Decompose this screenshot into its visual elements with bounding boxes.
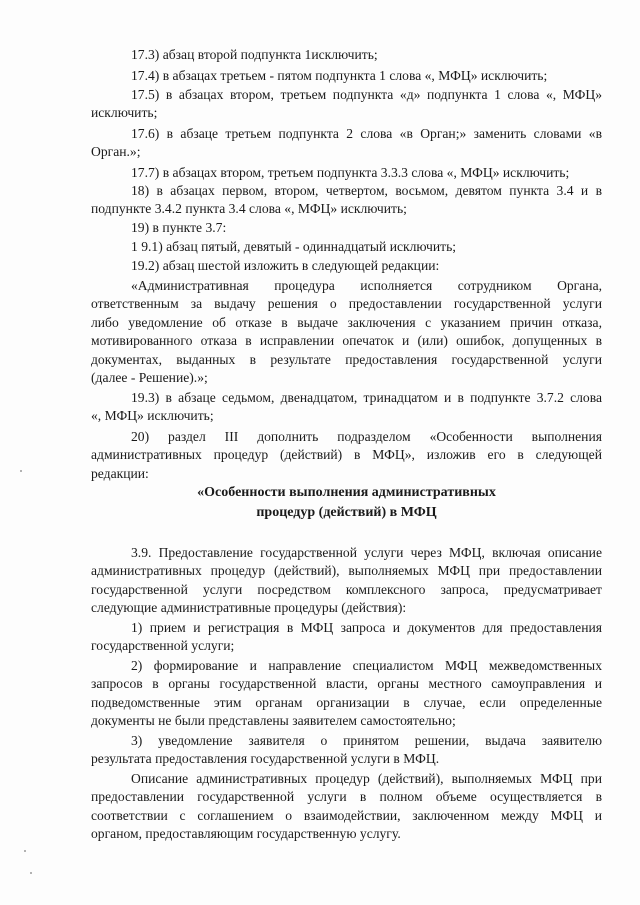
- text-line: документы не были представлены заявителем самостоятельно;: [91, 713, 456, 728]
- text-line: государственной услуги;: [91, 638, 235, 653]
- text-line: «, МФЦ» исключить;: [91, 408, 214, 423]
- text-line: 17.5) в абзацах втором, третьем подпункта «д» подпункта 1 слова «, МФЦ»: [131, 87, 602, 102]
- scan-speck: [24, 850, 26, 852]
- text-line: соответствии с соглашением о взаимодействии, заключенном между МФЦ и: [91, 808, 602, 823]
- text-line: результата предоставления государственной услуги в МФЦ.: [91, 751, 440, 766]
- text-line: запросов в органы государственной власти, органы местного самоуправления и: [91, 676, 602, 691]
- text-line: редакции:: [91, 466, 149, 481]
- text-line: документах, выданных в результате предоставления государственной услуги: [91, 352, 602, 367]
- text-line: 19) в пункте 3.7:: [131, 220, 227, 235]
- text-line: подпункте 3.4.2 пункта 3.4 слова «, МФЦ» исключить;: [91, 201, 407, 216]
- text-line: 20) раздел III дополнить подразделом «Особенности выполнения: [131, 429, 602, 444]
- text-line: Орган.»;: [91, 144, 141, 159]
- text-line: предоставлении государственной услуги в полном объеме осуществляется в: [91, 789, 602, 804]
- text-line: мотивированного отказа в исправлении опечаток и (или) ошибок, допущенных в: [91, 333, 602, 348]
- text-line: ответственным за выдачу решения о предоставлении государственной услуги: [91, 296, 602, 311]
- text-line: 3) уведомление заявителя о принятом решении, выдача заявителю: [131, 733, 602, 748]
- text-line: 2) формирование и направление специалистом МФЦ межведомственных: [131, 658, 602, 673]
- text-line: административных процедур (действий) в МФЦ», изложив его в следующей: [91, 447, 602, 462]
- text-line: 17.7) в абзацах втором, третьем подпункта 3.3.3 слова «, МФЦ» исключить;: [131, 165, 570, 180]
- text-line: либо уведомление об отказе в выдаче заключения с указанием причин отказа,: [91, 315, 602, 330]
- text-line: государственной услуги посредством комплексного запроса, предусматривает: [91, 582, 602, 597]
- text-line: «Административная процедура исполняется сотрудником Органа,: [131, 278, 602, 293]
- text-line: 18) в абзацах первом, втором, четвертом, восьмом, девятом пункта 3.4 и в: [131, 183, 602, 198]
- text-line: 17.3) абзац второй подпункта 1исключить;: [131, 47, 378, 62]
- scan-speck: [30, 872, 32, 874]
- text-line: 19.2) абзац шестой изложить в следующей редакции:: [131, 258, 440, 273]
- scan-speck: [20, 470, 22, 472]
- section-heading-line-1: «Особенности выполнения административных: [197, 485, 496, 500]
- text-line: 17.4) в абзацах третьем - пятом подпункта 1 слова «, МФЦ» исключить;: [131, 68, 548, 83]
- text-line: подведомственные этим органам организации в случае, если определенные: [91, 695, 602, 710]
- text-line: Описание административных процедур (действий), выполняемых МФЦ при: [131, 771, 602, 786]
- text-line: 1 9.1) абзац пятый, девятый - одиннадцатый исключить;: [131, 239, 457, 254]
- text-line: исключить;: [91, 105, 158, 120]
- text-line: 19.3) в абзаце седьмом, двенадцатом, тринадцатом и в подпункте 3.7.2 слова: [131, 390, 602, 405]
- text-line: административных процедур (действий), выполняемых МФЦ при предоставлении: [91, 563, 602, 578]
- text-line: органом, предоставляющим государственную услугу.: [91, 826, 401, 841]
- section-heading-line-2: процедур (действий) в МФЦ: [256, 505, 437, 520]
- text-line: 3.9. Предоставление государственной услуги через МФЦ, включая описание: [131, 545, 602, 560]
- text-line: (далее - Решение).»;: [91, 370, 208, 385]
- text-line: 17.6) в абзаце третьем подпункта 2 слова «в Орган;» заменить словами «в: [131, 126, 602, 141]
- text-line: следующие административные процедуры (действия):: [91, 600, 407, 615]
- text-line: 1) прием и регистрация в МФЦ запроса и документов для предоставления: [131, 620, 602, 635]
